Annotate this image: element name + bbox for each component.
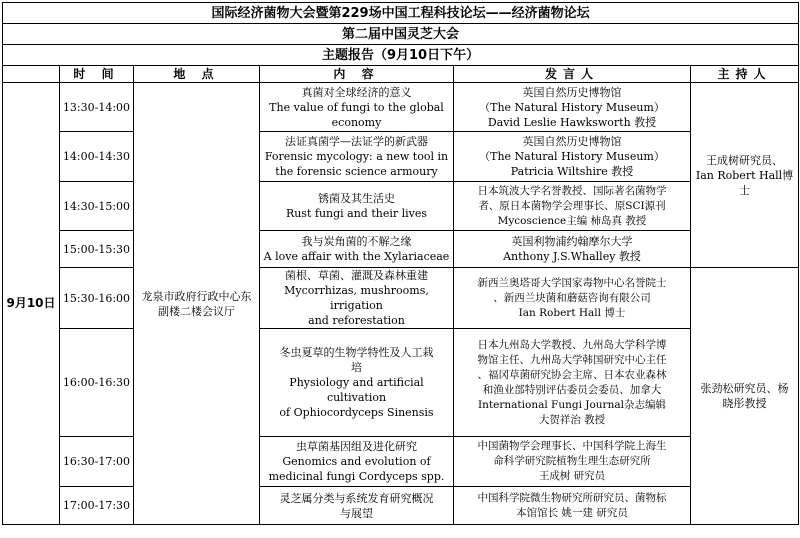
speaker-line: 王成树 研究员: [538, 470, 606, 482]
speaker-line: 物馆主任、九州岛大学韩国研究中心主任: [477, 353, 667, 366]
speaker-cell: [454, 231, 691, 268]
speaker-line: 本馆馆长 姚一建 研究员: [516, 506, 628, 519]
col-header-content: 内 容: [260, 66, 454, 83]
time-cell: 16:30-17:00: [60, 437, 134, 487]
content-line: Physiology and artificial cultivation: [289, 376, 424, 404]
speaker-cell: [454, 132, 691, 182]
col-header-place: 地 点: [134, 66, 260, 83]
speaker-line: 中国科学院微生物研究所研究员、菌物标: [477, 491, 667, 504]
content-line: A love affair with the Xylariaceae: [263, 250, 450, 263]
corner-cell: [3, 66, 60, 83]
content-line: 与展望: [340, 506, 373, 520]
content-line: 冬虫夏草的生物学特性及人工栽: [279, 346, 434, 359]
content-line: Forensic mycology: a new tool in: [264, 150, 449, 163]
host-cell: [691, 83, 799, 268]
host-line: 士: [739, 183, 751, 197]
speaker-line: 大贺祥治 教授: [538, 413, 606, 426]
speaker-line: 日本九州岛大学教授、九州岛大学科学博: [477, 338, 667, 351]
content-line: Mycorrhizas, mushrooms, irrigation: [284, 284, 429, 312]
content-line: of Ophiocordyceps Sinensis: [279, 406, 434, 419]
content-line: 虫草菌基因组及进化研究: [296, 440, 417, 453]
speaker-line: Patricia Wiltshire 教授: [510, 165, 634, 178]
content-cell: [260, 132, 454, 182]
speaker-cell: [454, 487, 691, 525]
content-line: the forensic science armoury: [275, 165, 438, 178]
speaker-cell: [454, 182, 691, 231]
content-line: economy: [331, 115, 382, 129]
speaker-line: 中国菌物学会理事长、中国科学院上海生: [477, 440, 667, 452]
content-cell: [260, 231, 454, 268]
speaker-line: 、福冈草菌研究协会主席、日本农业森林: [477, 368, 667, 381]
speaker-line: Anthony J.S.Whalley 教授: [503, 250, 641, 263]
speaker-line: Mycoscience主编 柿岛真 教授: [497, 214, 647, 227]
time-cell: 13:30-14:00: [60, 83, 134, 132]
time-cell: 15:30-16:00: [60, 268, 134, 329]
speaker-cell: [454, 437, 691, 487]
speaker-line: 英国自然历史博物馆: [522, 85, 622, 99]
col-header-speaker: 发言人: [454, 66, 691, 83]
conference-title: 国际经济菌物大会暨第229场中国工程科技论坛——经济菌物论坛: [3, 3, 799, 24]
host-line: 王成树研究员、: [706, 153, 784, 167]
speaker-cell: [454, 268, 691, 329]
speaker-line: David Leslie Hawksworth 教授: [487, 115, 657, 129]
content-line: Genomics and evolution of: [282, 455, 431, 468]
content-cell: [260, 329, 454, 437]
time-cell: 14:30-15:00: [60, 182, 134, 231]
time-cell: 17:00-17:30: [60, 487, 134, 525]
col-header-time: 时 间: [60, 66, 134, 83]
content-cell: [260, 437, 454, 487]
content-line: medicinal fungi Cordyceps spp.: [268, 470, 445, 483]
content-line: 我与炭角菌的不解之缘: [301, 235, 412, 248]
content-cell: [260, 182, 454, 231]
speaker-line: International Fungi Journal杂志编辑: [478, 398, 666, 411]
date-cell: 9月10日: [3, 83, 60, 525]
content-line: 灵芝属分类与系统发育研究概况: [279, 491, 434, 505]
time-cell: 15:00-15:30: [60, 231, 134, 268]
time-cell: 16:00-16:30: [60, 329, 134, 437]
speaker-cell: [454, 83, 691, 132]
content-line: 法证真菌学—法证学的新武器: [285, 135, 428, 148]
content-line: 真菌对全球经济的意义: [301, 85, 412, 99]
speaker-line: （The Natural History Museum）: [479, 150, 665, 163]
speaker-line: 日本筑波大学名誉教授、国际著名菌物学: [477, 184, 667, 197]
conference-subtitle: 第二届中国灵芝大会: [3, 24, 799, 45]
content-line: 培: [351, 361, 362, 374]
schedule-table: [2, 2, 799, 525]
venue-text: 龙泉市政府行政中心东副楼二楼会议厅: [141, 289, 252, 318]
host-line: 晓彤教授: [722, 397, 767, 410]
speaker-line: 命科学研究院植物生理生态研究所: [493, 455, 651, 467]
content-line: and reforestation: [308, 314, 405, 327]
content-line: 菌根、草菌、灌溉及森林重建: [285, 269, 428, 282]
speaker-line: 新西兰奥塔哥大学国家毒物中心名誉院士: [477, 276, 667, 289]
content-line: The value of fungi to the global: [269, 100, 444, 114]
host-line: Ian Robert Hall博: [695, 168, 794, 182]
content-cell: [260, 268, 454, 329]
content-line: 锈菌及其生活史: [318, 192, 395, 205]
content-cell: [260, 83, 454, 132]
speaker-line: 英国自然历史博物馆: [522, 135, 622, 148]
host-line: 张劲松研究员、杨: [700, 382, 789, 395]
venue-cell: [134, 83, 260, 525]
content-line: Rust fungi and their lives: [285, 207, 428, 220]
content-cell: [260, 487, 454, 525]
speaker-line: Ian Robert Hall 博士: [518, 306, 626, 319]
col-header-host: 主持人: [691, 66, 799, 83]
speaker-line: （The Natural History Museum）: [479, 100, 665, 114]
speaker-line: 者、原日本菌物学会理事长、原SCI源刊: [478, 199, 666, 212]
time-cell: 14:00-14:30: [60, 132, 134, 182]
speaker-line: 、新西兰块菌和蘑菇咨询有限公司: [493, 291, 651, 304]
host-cell: [691, 268, 799, 525]
speaker-line: 和渔业部特别评估委员会委员、加拿大: [482, 383, 662, 396]
session-title: 主题报告（9月10日下午）: [3, 45, 799, 66]
speaker-cell: [454, 329, 691, 437]
speaker-line: 英国利物浦约翰摩尔大学: [511, 235, 633, 248]
